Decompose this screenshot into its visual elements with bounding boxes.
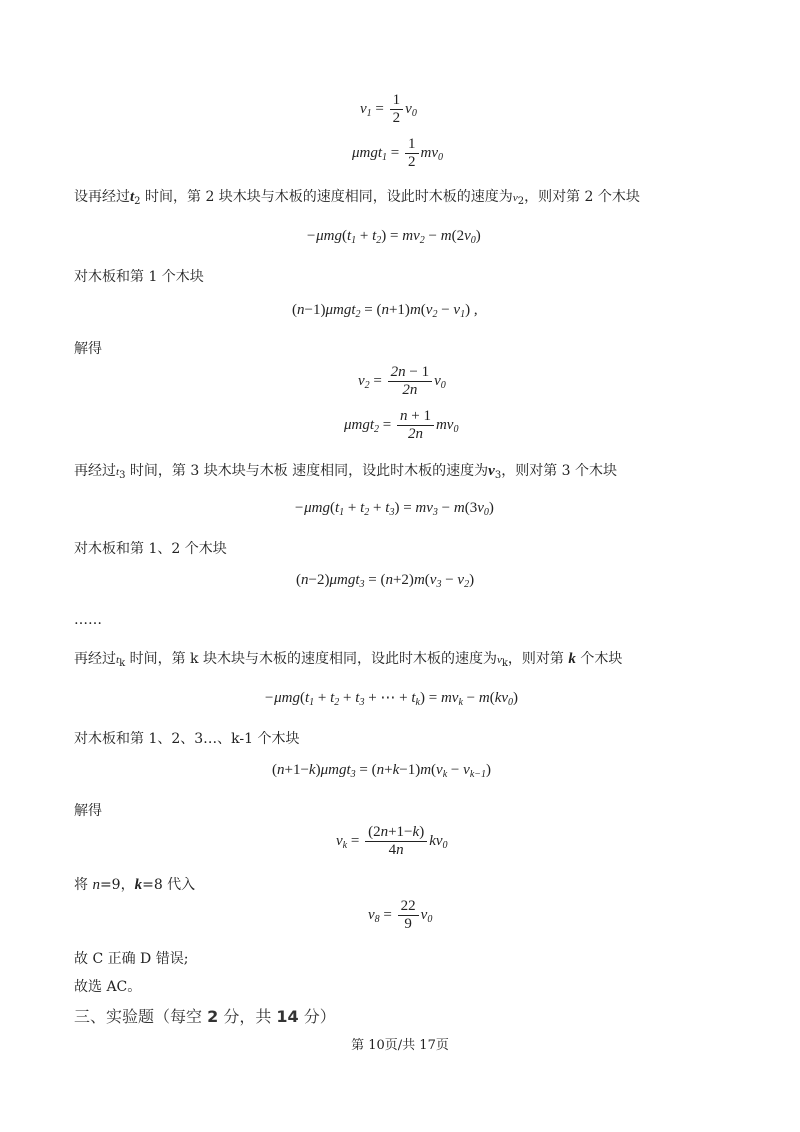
ellipsis-line: …… [74,612,102,628]
equation-board-1: $(n-1)\mu mgt_2 = (n+1)m(v_2 - v_1)$ , [292,302,478,320]
equation-v1: $v_1$ = $\frac{1}{2}$ $v_0$ [360,92,417,126]
equation-mumgt1: μmgt$_1$ = $\frac{1}{2}$ $mv_0$ [352,136,443,170]
section-heading: 三、实验题（每空 2 分，共 14 分） [74,1007,336,1026]
text-line: 对木板和第 1、2 个木块 [74,541,227,557]
text-line: 故 C 正确 D 错误; [74,951,189,967]
equation-momentum-k: $-\mu mg(t_1 + t_2 + t_3$ + ⋯ + $t_k) = mv_k - m(kv_0)$ [264,690,519,708]
equation-v8: $v_8$ = $\frac{22}{9}$ $v_0$ [368,898,433,932]
page-number: 第 10页/共 17页 [351,1038,449,1053]
text-line: 设再经过$t_2$ 时间，第 2 块木块与木板的速度相同，设此时木板的速度为$v_2$，则对第 2 个木块 [74,189,640,207]
text-line: 将 n=9，k=8 代入 [74,877,196,893]
text-line: 对木板和第 1、2、3…、k-1 个木块 [74,731,300,747]
equation-momentum-3: $-\mu mg(t_1 + t_2 + t_3) = mv_3 - m(3v_0)$ [294,500,494,518]
equation-board-2: $(n-2)\mu mgt_3 = (n+2)m(v_3 - v_2)$ [296,572,475,590]
equation-mumgt2: μmgt$_2$ = $\frac{n + 1}{2n}$ $mv_0$ [344,408,459,442]
equation-vk: $v_k$ = $\frac{(2n+1-k)}{4n}$ $kv_0$ [336,824,448,858]
text-line: 解得 [74,803,102,819]
text-line: 解得 [74,341,102,357]
equation-board-k: $(n+1-k)\mu mgt_3 = (n+k-1)m(v_k - v_{k-1})$ [272,762,491,780]
text-line: 再经过$t_k$ 时间，第 k 块木块与木板的速度相同，设此时木板的速度为$v_k$，则对第 k 个木块 [74,651,623,669]
text-line: 故选 AC。 [74,979,142,995]
text-line: 对木板和第 1 个木块 [74,269,204,285]
text-line: 再经过$t_3$ 时间，第 3 块木块与木板 速度相同，设此时木板的速度为$v_3$，则对第 3 个木块 [74,463,618,481]
equation-v2: $v_2$ = $\frac{2n - 1}{2n}$ $v_0$ [358,364,446,398]
equation-momentum-2: $-\mu mg(t_1 + t_2) = mv_2 - m(2v_0)$ [306,228,481,246]
